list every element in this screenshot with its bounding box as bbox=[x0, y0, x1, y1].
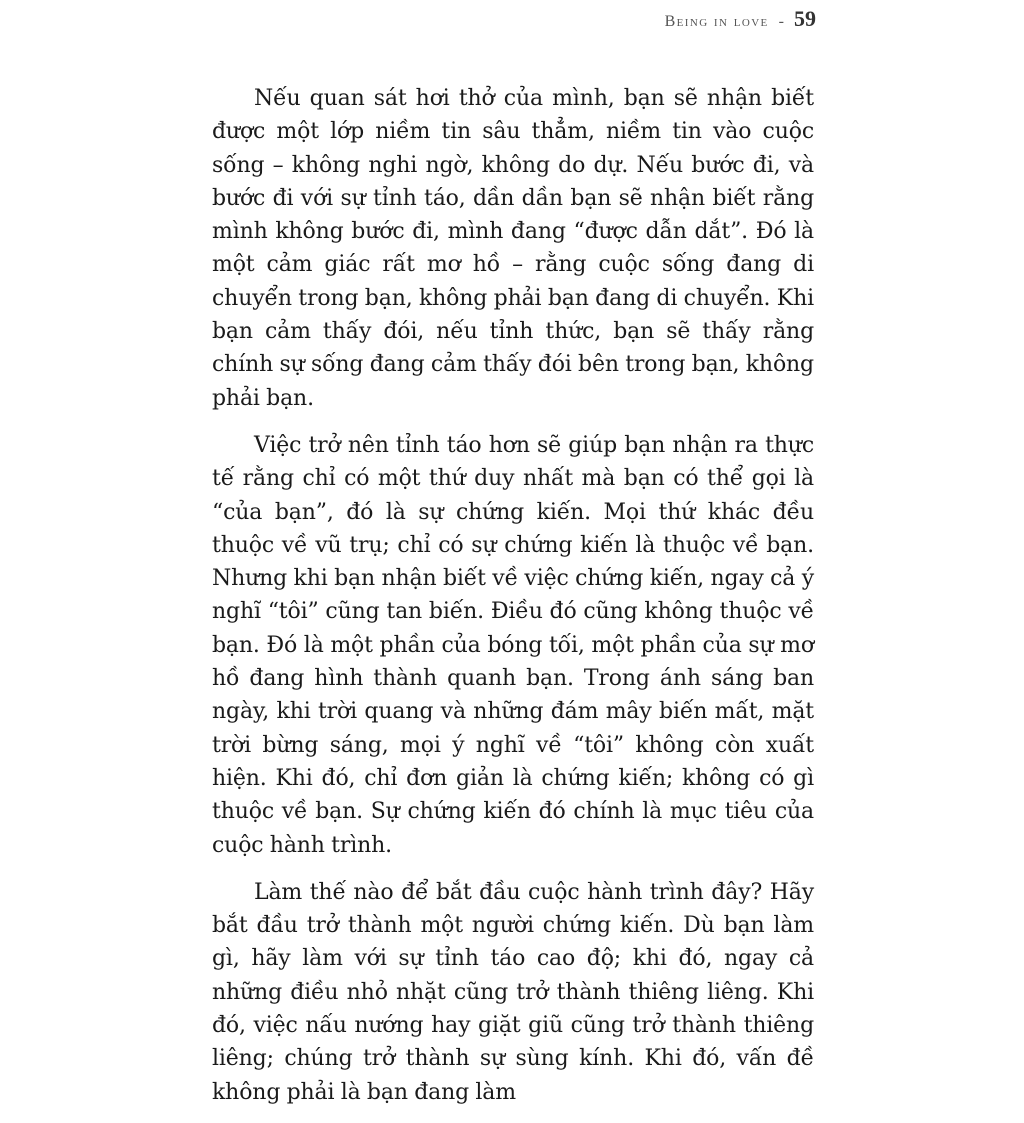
paragraph-1: Nếu quan sát hơi thở của mình, bạn sẽ nhận biết được một lớp niềm tin sâu thẳm, niềm tin vào cuộc sống – không nghi ngờ, không do dự. Nếu bước đi, và bước đi với sự tỉnh táo, dần dần bạn sẽ nhận biết rằng mình không bước đi, mình đang “được dẫn dắt”. Đó là một cảm giác rất mơ hồ – rằng cuộc sống đang di chuyển trong bạn, không phải bạn đang di chuyển. Khi bạn cảm thấy đói, nếu tỉnh thức, bạn sẽ thấy rằng chính sự sống đang cảm thấy đói bên trong bạn, không phải bạn. bbox=[212, 86, 814, 411]
paragraph-2: Việc trở nên tỉnh táo hơn sẽ giúp bạn nhận ra thực tế rằng chỉ có một thứ duy nhất mà bạn có thể gọi là “của bạn”, đó là sự chứng kiến. Mọi thứ khác đều thuộc về vũ trụ; chỉ có sự chứng kiến là thuộc về bạn. Nhưng khi bạn nhận biết về việc chứng kiến, ngay cả ý nghĩ “tôi” cũng tan biến. Điều đó cũng không thuộc về bạn. Đó là một phần của bóng tối, một phần của sự mơ hồ đang hình thành quanh bạn. Trong ánh sáng ban ngày, khi trời quang và những đám mây biến mất, mặt trời bừng sáng, mọi ý nghĩ về “tôi” không còn xuất hiện. Khi đó, chỉ đơn giản là chứng kiến; không có gì thuộc về bạn. Sự chứng kiến đó chính là mục tiêu của cuộc hành trình. bbox=[212, 432, 814, 858]
page-number: 59 bbox=[794, 6, 816, 31]
paragraph-3: Làm thế nào để bắt đầu cuộc hành trình đây? Hãy bắt đầu trở thành một người chứng kiến. Dù bạn làm gì, hãy làm với sự tỉnh táo cao độ; khi đó, ngay cả những điều nhỏ nhặt cũng trở thành thiêng liêng. Khi đó, việc nấu nướng hay giặt giũ cũng trở thành thiêng liêng; chúng trở thành sự sùng kính. Khi đó, vấn đề không phải là bạn đang làm bbox=[212, 879, 814, 1105]
running-separator: - bbox=[778, 13, 784, 30]
page-body bbox=[212, 82, 814, 1123]
running-title: Being in love bbox=[664, 13, 769, 30]
running-head bbox=[665, 6, 816, 32]
